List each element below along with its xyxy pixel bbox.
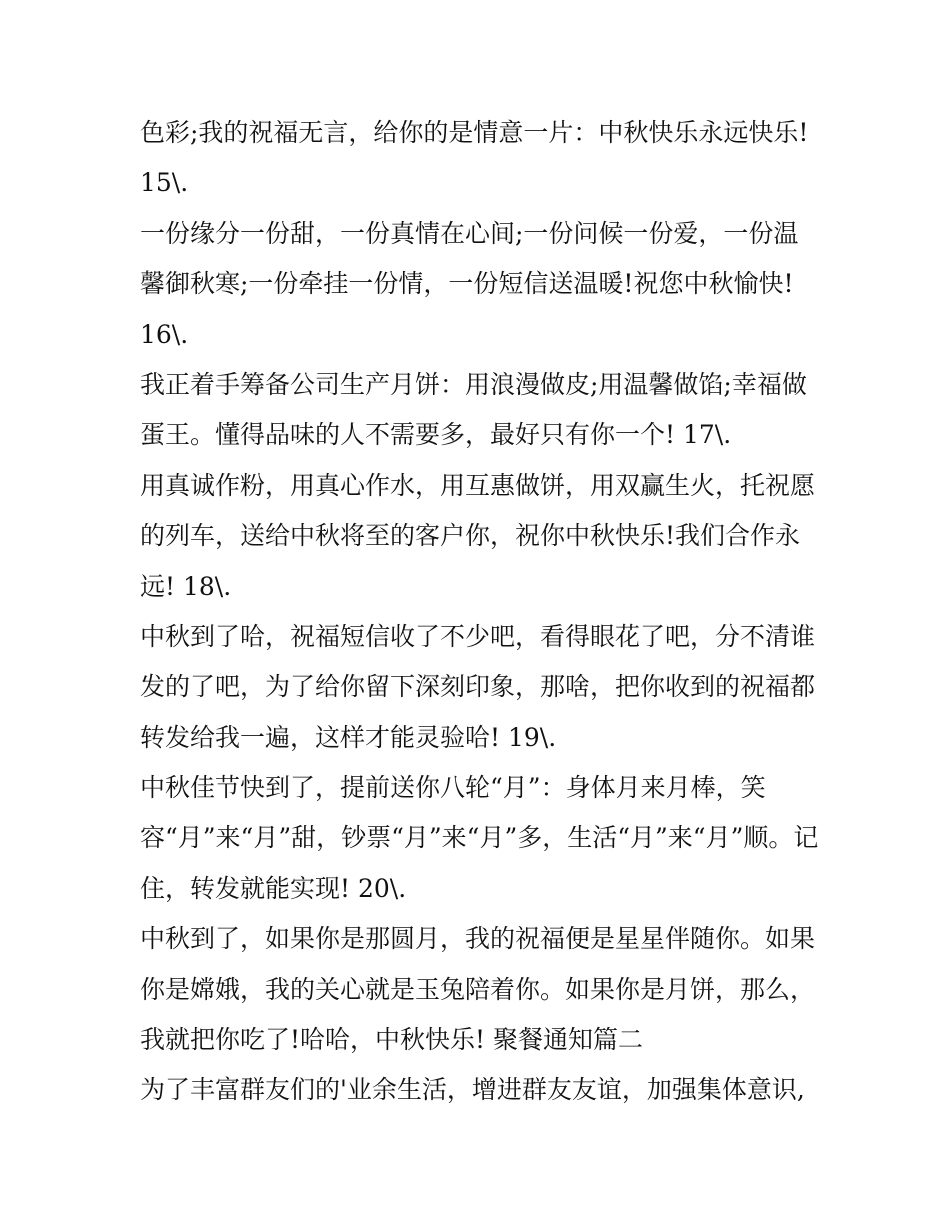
text-line: 你是嫦娥，我的关心就是玉兔陪着你。如果你是月饼，那么， xyxy=(140,974,816,1004)
text-line: 中秋佳节快到了，提前送你八轮“月”：身体月来月棒，笑 xyxy=(140,773,766,803)
text-line: 住，转发就能实现! 20\. xyxy=(140,873,407,903)
text-line: 为了丰富群友们的'业余生活，增进群友友谊，加强集体意识, xyxy=(140,1075,805,1105)
text-line: 容“月”来“月”甜，钞票“月”来“月”多，生活“月”来“月”顺。记 xyxy=(140,823,819,853)
text-line: 一份缘分一份甜，一份真情在心间;一份问候一份爱，一份温 xyxy=(140,218,799,248)
text-line: 色彩;我的祝福无言，给你的是情意一片：中秋快乐永远快乐! xyxy=(140,118,809,147)
text-line: 15\. xyxy=(140,168,189,198)
text-line: 转发给我一遍，这样才能灵验哈! 19\. xyxy=(140,722,557,752)
text-line: 中秋到了哈，祝福短信收了不少吧，看得眼花了吧，分不清谁 xyxy=(140,621,816,651)
text-line: 16\. xyxy=(140,319,189,349)
text-line: 我正着手筹备公司生产月饼：用浪漫做皮;用温馨做馅;幸福做 xyxy=(140,369,807,399)
text-line: 远! 18\. xyxy=(140,571,232,601)
text-line: 馨御秋寒;一份牵挂一份情，一份短信送温暖!祝您中秋愉快! xyxy=(140,269,794,299)
text-line: 的列车，送给中秋将至的客户你，祝你中秋快乐!我们合作永 xyxy=(140,521,801,551)
text-line: 我就把你吃了!哈哈，中秋快乐! 聚餐通知篇二 xyxy=(140,1025,644,1055)
text-line: 蛋王。懂得品味的人不需要多，最好只有你一个! 17\. xyxy=(140,420,732,450)
document-body xyxy=(140,108,830,1116)
text-line: 发的了吧，为了给你留下深刻印象，那啥，把你收到的祝福都 xyxy=(140,672,816,702)
text-line: 用真诚作粉，用真心作水，用互惠做饼，用双赢生火，托祝愿 xyxy=(140,470,816,500)
text-line: 中秋到了，如果你是那圆月，我的祝福便是星星伴随你。如果 xyxy=(140,924,816,954)
